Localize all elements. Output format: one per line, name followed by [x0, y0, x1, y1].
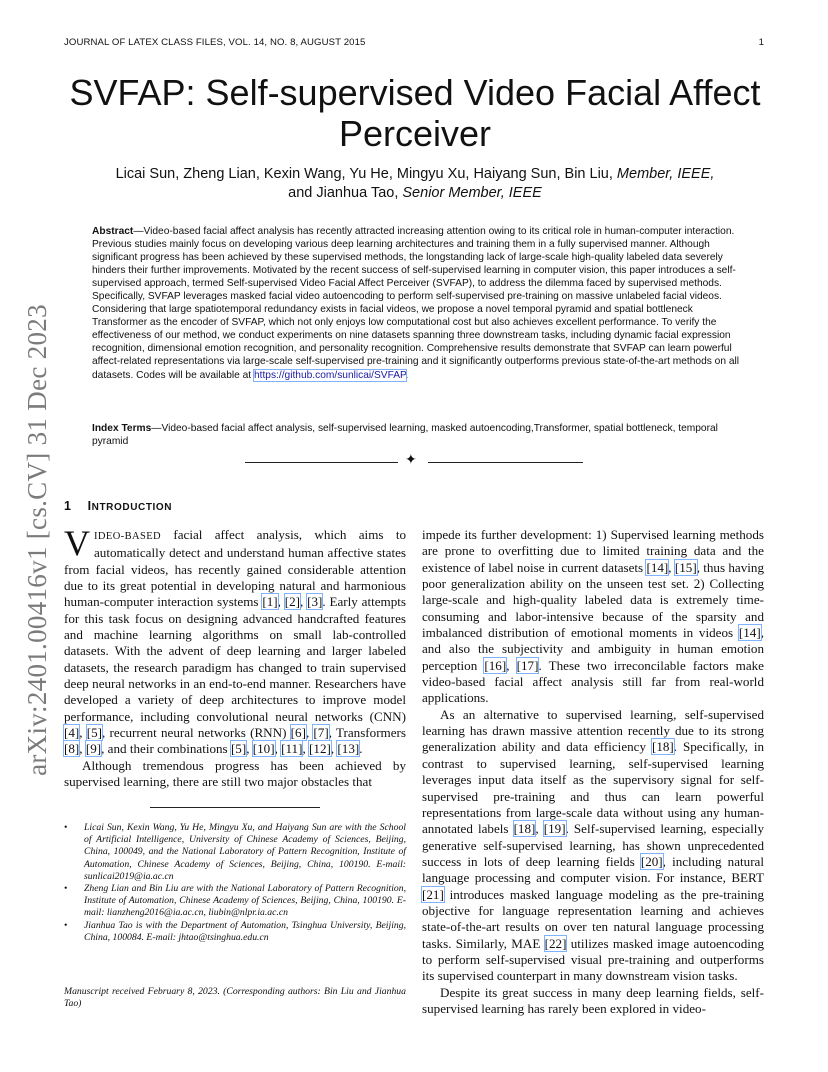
section-number: 1	[64, 499, 72, 513]
body-paragraph-2	[422, 707, 764, 985]
bullet-icon: •	[64, 822, 68, 833]
text-run: introduces masked language modeling as the pre-training objective for language representation learning and achieves state-of-the-art results on over ten natural language processing tasks. Similarly, MAE	[422, 886, 764, 951]
text-run: ,	[535, 821, 544, 837]
text-run: , recurrent neural networks (RNN)	[102, 725, 291, 741]
abstract-end: .	[405, 369, 409, 381]
text-run: ,	[300, 594, 308, 610]
text-run: , and also the subjectivity and ambiguity in human emotion perception	[422, 625, 764, 673]
text-run: ,	[246, 741, 253, 757]
text-run: ,	[79, 725, 87, 741]
lead-smallcaps: IDEO-BASED	[94, 531, 161, 542]
text-run: utilizes masked image autoencoding to perform self-supervised visual pre-training and outperforms its supervised counterpart in many downstream vision tasks.	[422, 935, 764, 984]
running-header	[64, 37, 764, 48]
text-run: . Specifically, in contrast to supervised learning, self-supervised learning leverages input data itself as the supervisory signal for self-supervised pre-training and thus can learn powerful representations from large-scale data without using any human-annotated labels	[422, 739, 765, 837]
text-run: . Early attempts for this task focus on designing advanced handcrafted features and machine learning algorithms on small lab-controlled datasets. With the advent of deep learning and larger labeled datasets, the research paradigm has changed to train supervised deep neural networks in an end-to-end manner. Researchers have developed a variety of deep architectures to improve model performance, including convolutional neural networks (CNN)	[64, 594, 406, 724]
citation-link[interactable]: [10]	[252, 741, 275, 757]
text-run: ,	[330, 741, 338, 757]
text-run: , and their combinations	[101, 741, 231, 757]
citation-link[interactable]: [5]	[230, 741, 247, 757]
bullet-icon: •	[64, 883, 68, 895]
section-heading	[64, 499, 172, 513]
abstract-text: —Video-based facial affect analysis has recently attracted increasing attention owing to its critical role in human-computer interaction. Previous studies mainly focus on developing various deep learning architectures and training them in a fully supervised manner. Although significant progress has been achieved by these supervised methods, the longstanding lack of large-scale high-quality labeled data severely hinders their further improvements. Motivated by the recent success of self-supervised learning in computer vision, this paper introduces a self-supervised approach, termed Self-supervised Video Facial Affect Perceiver (SVFAP), to address the dilemma faced by supervised methods. Specifically, SVFAP leverages masked facial video autoencoding to perform self-supervised pre-training on massive unlabeled facial videos. Considering that large spatiotemporal redundancy exists in facial videos, we propose a novel temporal pyramid and spatial bottleneck Transformer as the encoder of SVFAP, which not only enjoys low computational cost but also achieves excellent performance. To verify the effectiveness of our method, we conduct experiments on nine datasets spanning three downstream tasks, including dynamic facial expression recognition, dimensional emotion recognition, and personality recognition. Comprehensive results demonstrate that SVFAP can learn powerful affect-related representations via large-scale self-supervised pre-training and it significantly outperforms previous state-of-the-art methods on all datasets. Codes will be available at	[92, 226, 740, 381]
text-run: , Transformers	[328, 725, 407, 741]
citation-link[interactable]: [22]	[544, 935, 567, 951]
citation-link[interactable]: [2]	[284, 594, 300, 610]
citation-link[interactable]: [18]	[651, 739, 674, 755]
citation-link[interactable]: [16]	[484, 657, 507, 673]
separator-glyph: ✦	[405, 453, 417, 468]
citation-link[interactable]: [8]	[64, 741, 80, 757]
text-run: . These two irreconcilable factors make video-based facial affect analysis still far from real-world applications.	[422, 657, 764, 706]
citation-link[interactable]: [6]	[290, 725, 306, 741]
manuscript-note: Manuscript received February 8, 2023. (Corresponding authors: Bin Liu and Jianhua Tao)	[64, 986, 406, 1010]
text-run: .	[359, 741, 363, 757]
text-run: , thus having poor generalization ability on the unseen test set. 2) Collecting large-scale and high-quality labeled data is extremely time-consuming and labor-intensive because of the sparsity and imbalanced distribution of emotional moments in videos	[422, 559, 765, 641]
citation-link[interactable]: [12]	[309, 741, 331, 757]
footnotes	[64, 822, 406, 944]
section-title-initial: I	[87, 499, 92, 513]
abstract	[92, 225, 744, 382]
citation-link[interactable]: [7]	[313, 725, 329, 741]
citation-link[interactable]: [1]	[262, 594, 278, 610]
citation-link[interactable]: [5]	[86, 725, 103, 741]
citation-link[interactable]: [15]	[674, 559, 697, 575]
text-run: ,	[302, 741, 310, 757]
section-title-rest: NTRODUCTION	[91, 502, 173, 513]
citation-link[interactable]: [4]	[64, 725, 80, 741]
text-run: impede its further development: 1) Supervised learning methods are prone to overfitting due to limited training data and the existence of label noise in current datasets	[422, 527, 764, 575]
citation-link[interactable]: [19]	[543, 821, 566, 837]
citation-link[interactable]: [21]	[422, 886, 444, 902]
text-run: facial affect analysis, which aims to automatically detect and understand human affective states from facial videos, has recently gained considerable attention due to its great potential in developing natural and harmonious human-computer interaction systems	[64, 527, 406, 610]
index-terms-label: Index Terms	[92, 423, 152, 434]
citation-link[interactable]: [11]	[281, 741, 303, 757]
author-list	[70, 165, 760, 203]
separator-rule-left	[245, 462, 398, 463]
text-run: As an alternative to supervised learning, self-supervised learning has drawn massive attention recently due to its strong generalization ability and data efficiency	[422, 706, 764, 755]
authors-line1-names: Licai Sun, Zheng Lian, Kexin Wang, Yu He, Mingyu Xu, Haiyang Sun, Bin Liu,	[115, 166, 613, 182]
drop-cap: V	[64, 523, 90, 563]
journal-line: JOURNAL OF LATEX CLASS FILES, VOL. 14, NO. 8, AUGUST 2015	[64, 37, 366, 48]
footnote-text: Jianhua Tao is with the Department of Automation, Tsinghua University, Beijing, China, 100084. E-mail: jhtao@tsinghua.edu.cn	[84, 919, 406, 943]
text-run: ,	[274, 741, 282, 757]
footnote-rule	[150, 807, 320, 808]
text-run: ,	[506, 657, 517, 673]
text-run: , including natural language processing and computer vision. For instance, BERT	[422, 853, 764, 886]
citation-link[interactable]: [18]	[513, 821, 536, 837]
index-terms-text: —Video-based facial affect analysis, self-supervised learning, masked autoencoding,Transformer, spatial bottleneck, temporal pyramid	[92, 423, 718, 448]
text-run: ,	[79, 741, 86, 757]
citation-link[interactable]: [9]	[85, 741, 102, 757]
page-number: 1	[758, 37, 764, 48]
citation-link[interactable]: [14]	[646, 559, 669, 575]
left-column	[64, 523, 407, 791]
citation-link[interactable]: [14]	[738, 625, 761, 641]
intro-paragraph-1	[64, 523, 407, 758]
paper-title: SVFAP: Self-supervised Video Facial Affect Perceiver	[69, 72, 761, 154]
footnote-item	[64, 883, 406, 920]
code-link[interactable]: https://github.com/sunlicai/SVFAP	[253, 369, 406, 381]
text-run: ,	[277, 594, 285, 610]
separator-rule-right	[428, 462, 583, 463]
body-paragraph-3: Despite its great success in many deep learning fields, self-supervised learning has rarely been explored in video-	[422, 984, 764, 1016]
text-run: ,	[668, 559, 675, 575]
footnote-text: Licai Sun, Kexin Wang, Yu He, Mingyu Xu, and Haiyang Sun are with the School of Artificial Intelligence, University of Chinese Academy of Sciences, Beijing, China, 100049, and the National Laboratory of Pattern Recognition, Institute of Automation, Chinese Academy of Sciences, Beijing, China, 100190. E-mail: sunlicai2019@ia.ac.cn	[84, 822, 406, 882]
text-run: ,	[305, 725, 314, 741]
footnote-item	[64, 822, 406, 883]
intro-paragraph-2: Although tremendous progress has been achieved by supervised learning, there are still two major obstacles that	[64, 757, 406, 790]
abstract-label: Abstract	[92, 226, 134, 237]
citation-link[interactable]: [3]	[307, 594, 323, 610]
body-paragraph-1	[422, 527, 764, 707]
authors-line1-role: Member, IEEE,	[616, 166, 715, 182]
index-terms	[92, 422, 744, 448]
footnote-text: Zheng Lian and Bin Liu are with the National Laboratory of Pattern Recognition, Institute of Automation, Chinese Academy of Sciences, Beijing, China, 100190. E-mail: lianzheng2016@ia.ac.cn, liubin@nlpr.ia.ac.cn	[84, 883, 406, 919]
arxiv-side-stamp: arXiv:2401.00416v1 [cs.CV] 31 Dec 2023	[22, 304, 52, 776]
footnote-item	[64, 920, 406, 944]
authors-line2-role: Senior Member, IEEE	[402, 185, 542, 201]
citation-link[interactable]: [13]	[337, 741, 360, 757]
authors-line2-names: and Jianhua Tao,	[288, 185, 399, 201]
citation-link[interactable]: [17]	[516, 657, 539, 673]
bullet-icon: •	[64, 919, 68, 931]
right-column	[422, 527, 764, 1017]
citation-link[interactable]: [20]	[640, 853, 663, 869]
text-run: . Self-supervised learning, especially generative self-supervised learning, has shown unprecedented success in lots of deep learning fields	[422, 821, 764, 869]
